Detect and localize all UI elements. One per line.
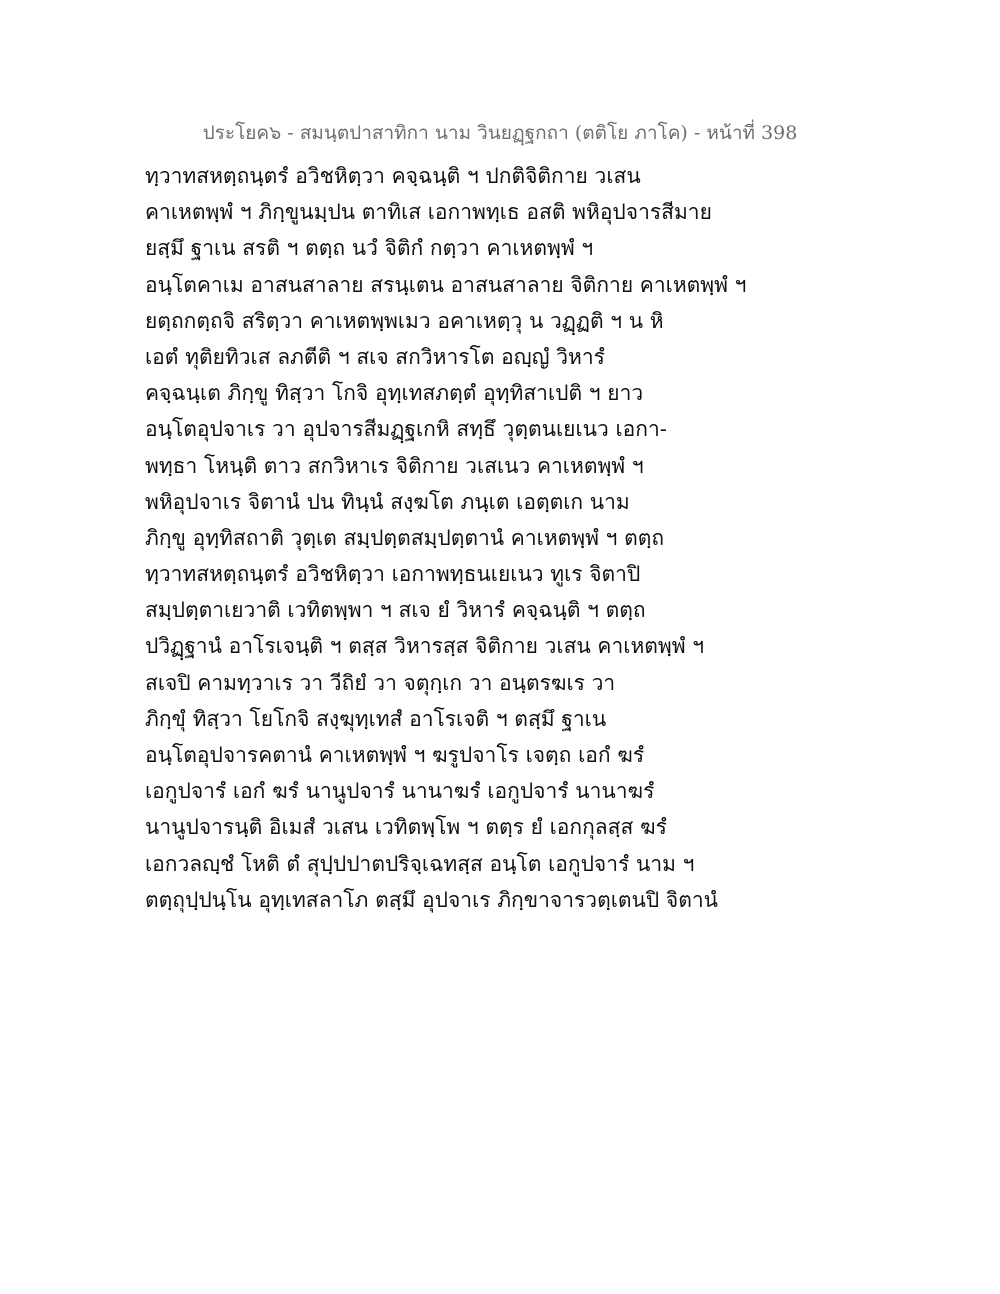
text-line: ตตฺถุปฺปนฺโน อุทฺเทสลาโภ ตสฺมึ อุปจาเร ภิกฺขาจารวตฺเตนปิ จิตานํ <box>145 887 718 912</box>
text-line: พหิอุปจาเร จิตานํ ปน ทินฺนํ สงฺฆโต ภนฺเต เอตฺตเก นาม <box>145 489 630 514</box>
text-line: ยตฺถกตฺถจิ สริตฺวา คาเหตพฺพเมว อคาเหตฺวุ น วฏฺฏติ ฯ น หิ <box>145 308 664 333</box>
text-line: ยสฺมึ ฐาเน สรติ ฯ ตตฺถ นวํ จิติกํ กตฺวา คาเหตพฺพํ ฯ <box>145 236 594 261</box>
text-line: เอกวลญฺชํ โหติ ตํ สุปฺปปาตปริจฺเฉทสฺส อนฺโต เอกูปจารํ นาม ฯ <box>145 851 695 876</box>
text-line: สมฺปตฺตาเยวาติ เวทิตพฺพา ฯ สเจ ยํ วิหารํ คจฺฉนฺติ ฯ ตตฺถ <box>145 598 646 623</box>
text-line: สเจปิ คามทฺวาเร วา วีถิยํ วา จตุกฺเก วา อนฺตรฆเร วา <box>145 670 616 695</box>
text-line: อนฺโตอุปจาเร วา อุปจารสีมฏฺฐเกหิ สทฺธึ วุตฺตนเยเนว เอกา- <box>145 417 667 442</box>
text-line: พทฺธา โหนฺติ ตาว สกวิหาเร จิติกาย วเสเนว คาเหตพฺพํ ฯ <box>145 453 644 478</box>
text-line: ทฺวาทสหตฺถนฺตรํ อวิชหิตฺวา เอกาพทฺธนเยเนว ทูเร จิตาปิ <box>145 562 641 587</box>
text-line: คาเหตพฺพํ ฯ ภิกฺขูนมฺปน ตาทิเส เอกาพทฺเธ อสติ พหิอุปจารสีมาย <box>145 200 712 225</box>
text-line: เอตํ ทุติยทิวเส ลภตีติ ฯ สเจ สกวิหารโต อญฺญํ วิหารํ <box>145 344 605 369</box>
running-header: ประโยค๖ - สมนฺตปาสาทิกา นาม วินยฏฺฐกถา (ตติโย ภาโค) - หน้าที่ 398 <box>202 122 798 144</box>
text-line: ปวิฏฺฐานํ อาโรเจนฺติ ฯ ตสฺส วิหารสฺส จิติกาย วเสน คาเหตพฺพํ ฯ <box>145 634 705 659</box>
text-line: นานูปจารนฺติ อิเมสํ วเสน เวทิตพฺโพ ฯ ตตฺร ยํ เอกกุลสฺส ฆรํ <box>145 815 667 840</box>
text-line: ทฺวาทสหตฺถนฺตรํ อวิชหิตฺวา คจฺฉนฺติ ฯ ปกติจิติกาย วเสน <box>145 164 641 188</box>
text-line: คจฺฉนฺเต ภิกฺขู ทิสฺวา โกจิ อุทฺเทสภตฺตํ อุทฺทิสาเปติ ฯ ยาว <box>145 381 644 406</box>
text-line: ภิกฺขู อุทฺทิสถาติ วุตฺเต สมฺปตฺตสมฺปตฺตานํ คาเหตพฺพํ ฯ ตตฺถ <box>145 525 665 550</box>
text-line: อนฺโตคาเม อาสนสาลาย สรนฺเตน อาสนสาลาย จิติกาย คาเหตพฺพํ ฯ <box>145 272 747 297</box>
body-text <box>145 158 747 918</box>
text-line: ภิกฺขุํ ทิสฺวา โยโกจิ สงฺฆุทฺเทสํ อาโรเจติ ฯ ตสฺมึ ฐาเน <box>145 706 607 731</box>
text-line: เอกูปจารํ เอกํ ฆรํ นานูปจารํ นานาฆรํ เอกูปจารํ นานาฆรํ <box>145 779 655 804</box>
text-line: อนฺโตอุปจารคตานํ คาเหตพฺพํ ฯ ฆรูปจาโร เจตฺถ เอกํ ฆรํ <box>145 743 645 767</box>
